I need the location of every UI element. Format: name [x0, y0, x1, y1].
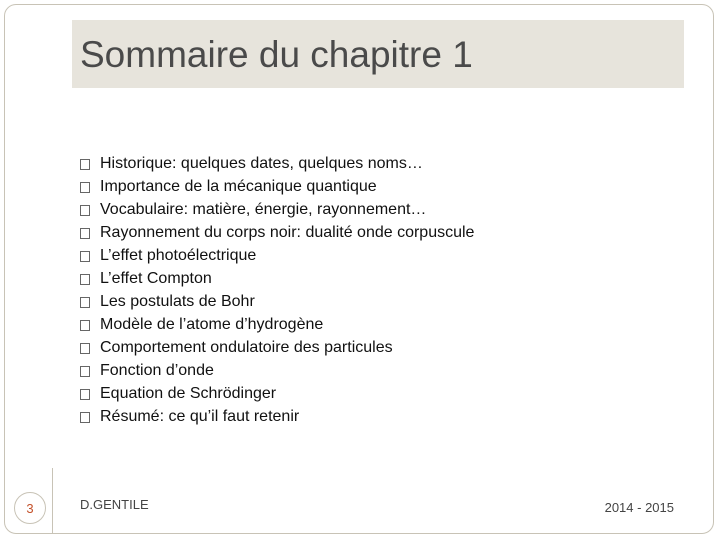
footer-year: 2014 - 2015 [604, 500, 674, 515]
bullet-text: Equation de Schrödinger [100, 384, 277, 402]
bullet-text: Les postulats de Bohr [100, 292, 255, 310]
bullet-text: Comportement ondulatoire des particules [100, 338, 393, 356]
list-item [80, 382, 474, 405]
list-item [80, 313, 474, 336]
list-item [80, 336, 474, 359]
empty-box-icon [80, 320, 90, 331]
list-item [80, 290, 474, 313]
bullet-text: Résumé: ce qu’il faut retenir [100, 407, 300, 425]
footer-author: D.GENTILE [80, 497, 149, 512]
empty-box-icon [80, 389, 90, 400]
empty-box-icon [80, 343, 90, 354]
bullet-list [80, 152, 474, 428]
empty-box-icon [80, 366, 90, 377]
footer-divider [52, 468, 53, 534]
bullet-text: L’effet Compton [100, 269, 212, 287]
empty-box-icon [80, 182, 90, 193]
list-item [80, 198, 474, 221]
bullet-text: Importance de la mécanique quantique [100, 177, 377, 195]
bullet-text: L’effet photoélectrique [100, 246, 257, 264]
empty-box-icon [80, 228, 90, 239]
empty-box-icon [80, 205, 90, 216]
page-number: 3 [26, 500, 34, 516]
list-item [80, 175, 474, 198]
bullet-text: Historique: quelques dates, quelques noms… [100, 154, 423, 172]
bullet-text: Fonction d’onde [100, 361, 214, 379]
bullet-text: Vocabulaire: matière, énergie, rayonnement… [100, 200, 427, 218]
slide-title: Sommaire du chapitre 1 [80, 34, 473, 75]
bullet-text: Modèle de l’atome d’hydrogène [100, 315, 324, 333]
list-item [80, 359, 474, 382]
list-item [80, 152, 474, 175]
list-item [80, 267, 474, 290]
list-item [80, 244, 474, 267]
list-item [80, 405, 474, 428]
list-item [80, 221, 474, 244]
empty-box-icon [80, 412, 90, 423]
page-number-badge [14, 492, 46, 524]
empty-box-icon [80, 251, 90, 262]
empty-box-icon [80, 274, 90, 285]
bullet-text: Rayonnement du corps noir: dualité onde corpuscule [100, 223, 475, 241]
empty-box-icon [80, 159, 90, 170]
empty-box-icon [80, 297, 90, 308]
